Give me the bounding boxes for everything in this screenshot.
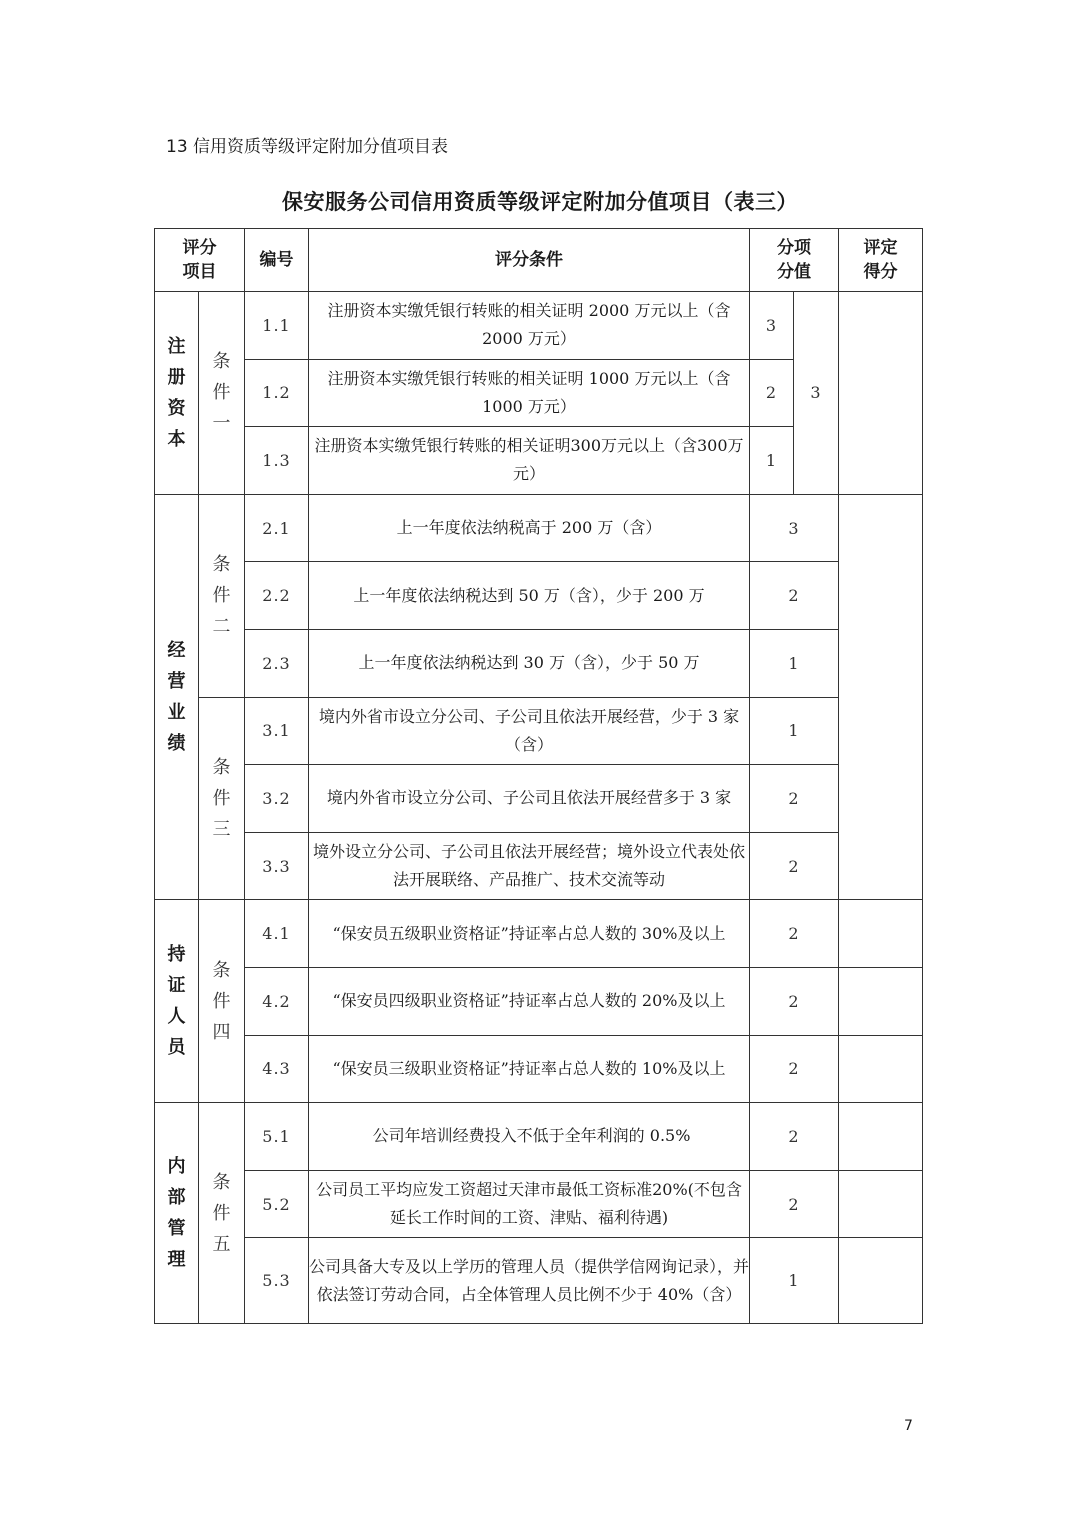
page-number: 7 — [904, 1418, 913, 1434]
row-condition: “保安员五级职业资格证”持证率占总人数的 30%及以上 — [309, 900, 750, 968]
row-number: 5.3 — [245, 1238, 309, 1324]
sub-condition-2: 条件二 — [199, 494, 245, 697]
sub-condition-3: 条件三 — [199, 697, 245, 900]
row-number: 3.2 — [245, 765, 309, 833]
row-score: 2 — [750, 562, 839, 630]
header-row — [155, 229, 923, 292]
table-row — [155, 697, 923, 765]
category-business-performance: 经营业绩 — [155, 494, 199, 900]
row-score: 3 — [750, 292, 794, 360]
row-number: 2.3 — [245, 629, 309, 697]
row-number: 4.3 — [245, 1035, 309, 1103]
section-heading: 13 信用资质等级评定附加分值项目表 — [166, 137, 449, 157]
header-item: 评分 项目 — [155, 229, 245, 292]
row-condition: 注册资本实缴凭银行转账的相关证明300万元以上（含300万元） — [309, 427, 750, 495]
row-number: 5.1 — [245, 1103, 309, 1171]
header-condition: 评分条件 — [309, 229, 750, 292]
row-condition: 注册资本实缴凭银行转账的相关证明 2000 万元以上（含 2000 万元） — [309, 292, 750, 360]
row-condition: 注册资本实缴凭银行转账的相关证明 1000 万元以上（含 1000 万元） — [309, 359, 750, 427]
rating-score-cell — [839, 1035, 923, 1103]
table-row — [155, 1170, 923, 1238]
row-condition: 境内外省市设立分公司、子公司且依法开展经营，少于 3 家（含） — [309, 697, 750, 765]
category-certified-personnel: 持证人员 — [155, 900, 199, 1103]
rating-score-cell — [839, 292, 923, 495]
row-score: 2 — [750, 1103, 839, 1171]
row-number: 4.2 — [245, 967, 309, 1035]
row-condition: “保安员四级职业资格证”持证率占总人数的 20%及以上 — [309, 967, 750, 1035]
row-condition: 公司具备大专及以上学历的管理人员（提供学信网询记录），并依法签订劳动合同，占全体管理人员比例不少于 40%（含） — [309, 1238, 750, 1324]
row-score: 1 — [750, 427, 794, 495]
row-score: 2 — [750, 832, 839, 900]
row-number: 1.3 — [245, 427, 309, 495]
sub-condition-1: 条件一 — [199, 292, 245, 495]
table-row — [155, 1238, 923, 1324]
row-condition: 上一年度依法纳税达到 30 万（含），少于 50 万 — [309, 629, 750, 697]
header-number: 编号 — [245, 229, 309, 292]
rating-score-cell — [839, 494, 923, 900]
row-number: 5.2 — [245, 1170, 309, 1238]
row-number: 1.1 — [245, 292, 309, 360]
row-number: 2.1 — [245, 494, 309, 562]
table-row — [155, 765, 923, 833]
row-score: 1 — [750, 1238, 839, 1324]
category-registered-capital: 注册资本 — [155, 292, 199, 495]
row-condition: “保安员三级职业资格证”持证率占总人数的 10%及以上 — [309, 1035, 750, 1103]
row-condition: 公司员工平均应发工资超过天津市最低工资标准20%(不包含延长工作时间的工资、津贴、福利待遇) — [309, 1170, 750, 1238]
rating-score-cell — [839, 1170, 923, 1238]
row-number: 3.1 — [245, 697, 309, 765]
table-row — [155, 1035, 923, 1103]
table-row — [155, 292, 923, 360]
row-condition: 上一年度依法纳税高于 200 万（含） — [309, 494, 750, 562]
row-condition: 境外设立分公司、子公司且依法开展经营；境外设立代表处依法开展联络、产品推广、技术交流等动 — [309, 832, 750, 900]
row-number: 4.1 — [245, 900, 309, 968]
header-rating-score: 评定 得分 — [839, 229, 923, 292]
row-score: 1 — [750, 697, 839, 765]
sub-condition-5: 条件五 — [199, 1103, 245, 1324]
row-number: 3.3 — [245, 832, 309, 900]
row-condition: 境内外省市设立分公司、子公司且依法开展经营多于 3 家 — [309, 765, 750, 833]
row-number: 1.2 — [245, 359, 309, 427]
table-row — [155, 562, 923, 630]
row-score: 2 — [750, 765, 839, 833]
header-item-score: 分项 分值 — [750, 229, 839, 292]
table-row — [155, 494, 923, 562]
rating-score-cell — [839, 900, 923, 968]
table-row — [155, 832, 923, 900]
scoring-table — [154, 228, 923, 1324]
table-title: 保安服务公司信用资质等级评定附加分值项目（表三） — [282, 190, 798, 214]
row-number: 2.2 — [245, 562, 309, 630]
row-score: 2 — [750, 1035, 839, 1103]
row-score: 2 — [750, 900, 839, 968]
table-row — [155, 629, 923, 697]
table-row — [155, 967, 923, 1035]
row-score: 1 — [750, 629, 839, 697]
table-row — [155, 900, 923, 968]
row-score: 2 — [750, 359, 794, 427]
category-internal-management: 内部管理 — [155, 1103, 199, 1324]
row-condition: 公司年培训经费投入不低于全年利润的 0.5% — [309, 1103, 750, 1171]
group-total-score: 3 — [794, 292, 839, 495]
row-score: 3 — [750, 494, 839, 562]
sub-condition-4: 条件四 — [199, 900, 245, 1103]
rating-score-cell — [839, 1103, 923, 1171]
row-score: 2 — [750, 967, 839, 1035]
rating-score-cell — [839, 1238, 923, 1324]
rating-score-cell — [839, 967, 923, 1035]
row-score: 2 — [750, 1170, 839, 1238]
row-condition: 上一年度依法纳税达到 50 万（含），少于 200 万 — [309, 562, 750, 630]
table-row — [155, 1103, 923, 1171]
